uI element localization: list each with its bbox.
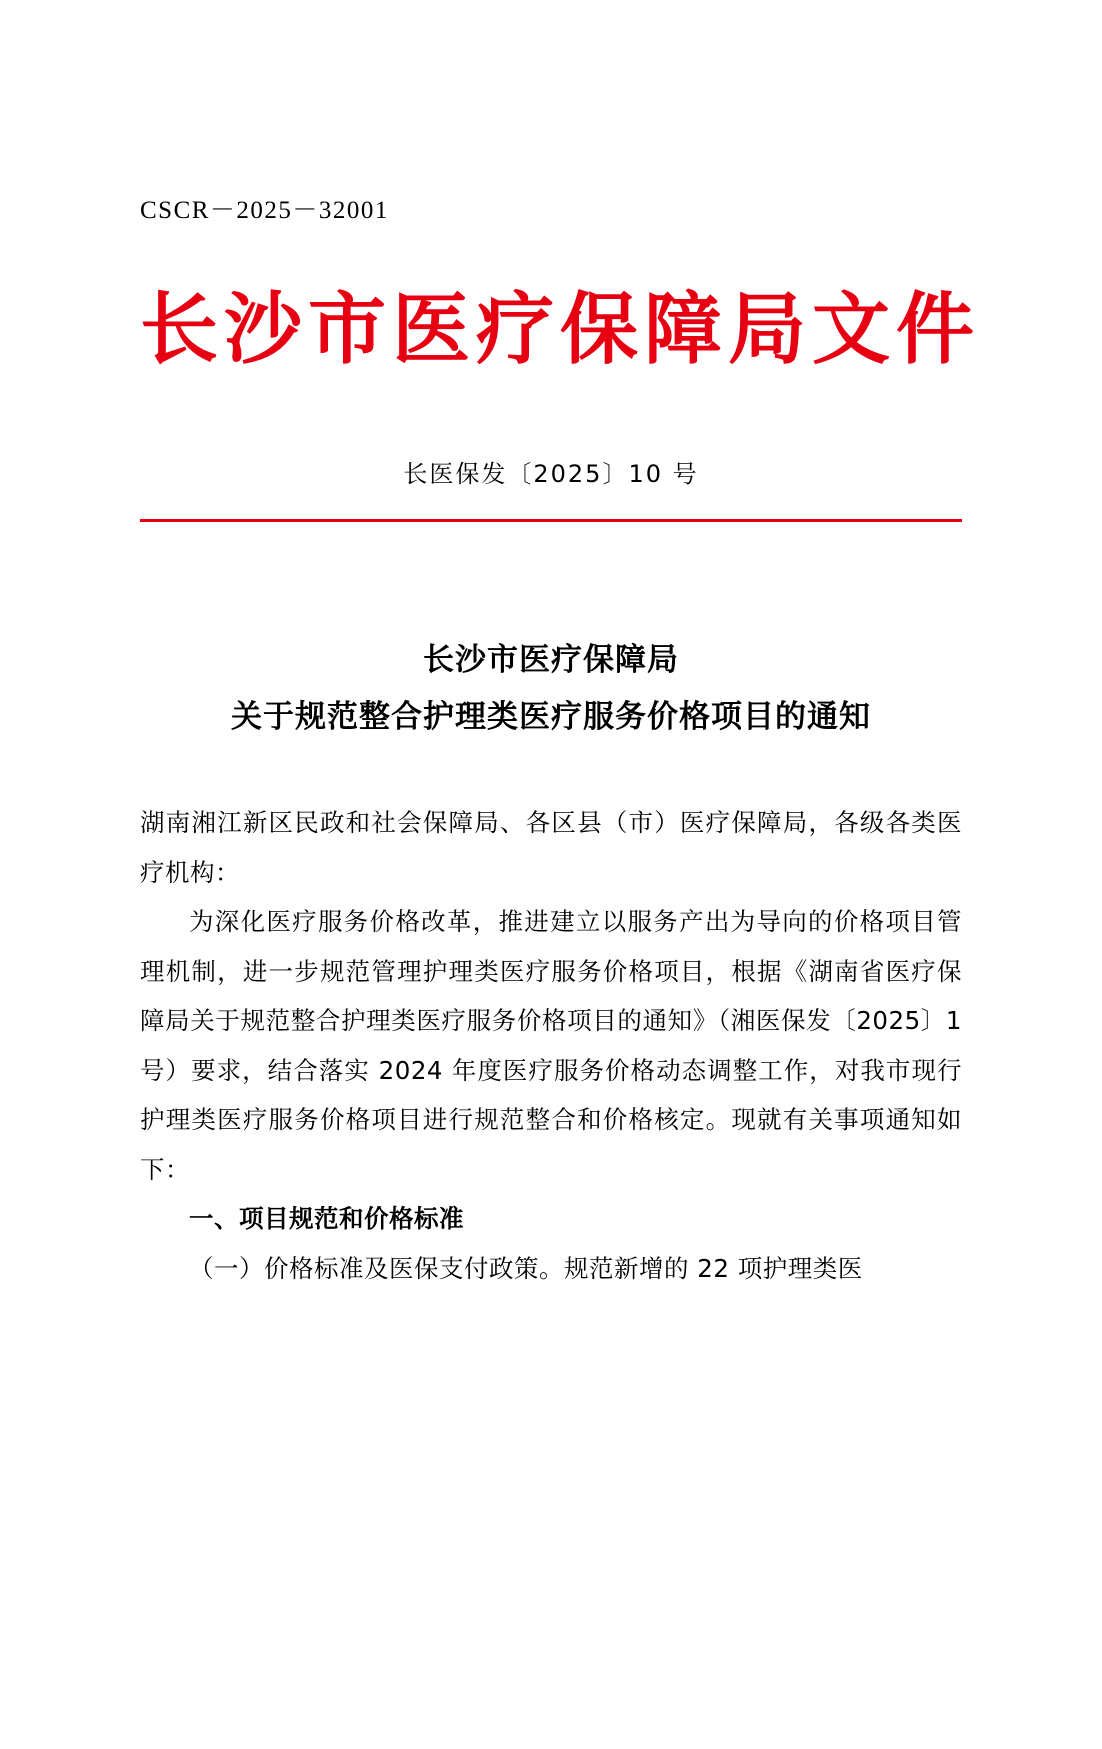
recipient-line: 湖南湘江新区民政和社会保障局、各区县（市）医疗保障局，各级各类医疗机构：	[140, 808, 962, 887]
document-page	[0, 190, 1102, 1749]
notice-title-line-1: 长沙市医疗保障局	[423, 641, 679, 678]
body-paragraph-1: 为深化医疗服务价格改革，推进建立以服务产出为导向的价格项目管理机制，进一步规范管理护理类医疗服务价格项目，根据《湖南省医疗保障局关于规范整合护理类医疗服务价格项目的通知》（湘医保发〔2025〕1 号）要求，结合落实 2024 年度医疗服务价格动态调整工作，对我市现行护理类医疗服务价格项目进行规范整合和价格核定。现就有关事项通知如下：	[140, 907, 962, 1184]
document-number: 长医保发〔2025〕10 号	[403, 459, 699, 488]
red-divider-rule	[140, 519, 962, 522]
notice-title	[140, 632, 962, 747]
body-paragraph-2: （一）价格标准及医保支付政策。规范新增的 22 项护理类医	[189, 1253, 863, 1283]
section-heading-1: 一、项目规范和价格标准	[189, 1204, 464, 1234]
masthead-title: 长沙市医疗保障局文件	[140, 285, 981, 375]
notice-title-line-2: 关于规范整合护理类医疗服务价格项目的通知	[231, 699, 871, 736]
document-code: CSCR－2025－32001	[140, 197, 389, 224]
document-body	[140, 798, 962, 1293]
